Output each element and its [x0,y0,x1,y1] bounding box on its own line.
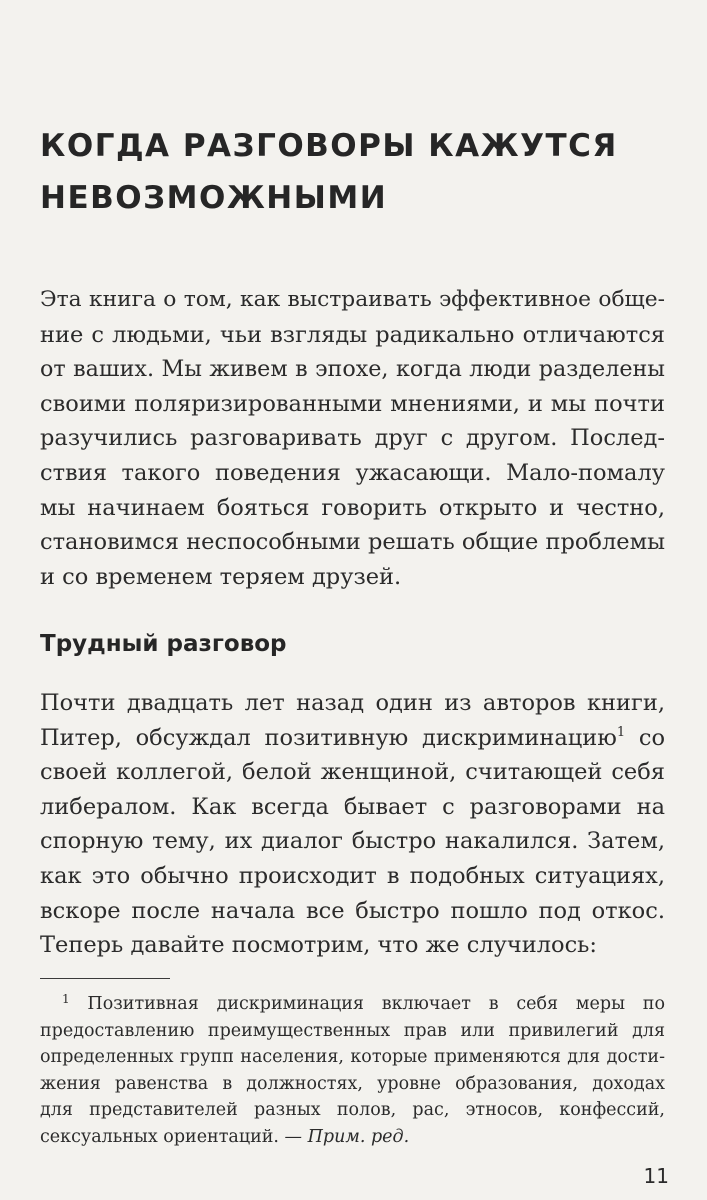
story-line [40,721,665,756]
story-line: Теперь давайте посмотрим, что же случилось: [40,932,598,959]
editor-note: — Прим. ред. [284,1126,410,1147]
footnote-line [40,1124,665,1151]
footnote-reference[interactable]: 1 [616,724,626,740]
story-line: своей коллегой, белой женщиной, считающей себя [40,759,665,786]
footnote-number: 1 [62,992,70,1006]
story-line: как это обычно происходит в подобных ситуациях, [40,862,665,889]
section-heading: Трудный разговор [40,631,287,657]
story-line: либералом. Как всегда бывает с разговорами на [40,793,665,820]
footnote-line [40,991,665,1018]
story-line: Почти двадцать лет назад один из авторов книги, [40,690,665,716]
footnote-line: предоставлению преимущественных прав или привилегий для [40,1020,665,1041]
footnote-line-text: Позитивная дискриминация включает в себя меры по [69,994,665,1014]
story-paragraph [40,686,665,963]
intro-line: ствия такого поведения ужасающи. Мало-помалу [40,459,665,486]
story-line-text: Питер, обсуждал позитивную дискриминацию [40,724,617,751]
footnote [40,991,665,1150]
intro-line: и со временем теряем друзей. [40,563,402,590]
intro-paragraph [40,283,665,594]
footnote-line: жения равенства в должностях, уровне образования, доходах [40,1073,665,1094]
footnote-line: для представителей разных полов, рас, этносов, конфессий, [40,1100,665,1120]
chapter-title-line: КОГДА РАЗГОВОРЫ КАЖУТСЯ [40,128,618,164]
intro-line: от ваших. Мы живем в эпохе, когда люди разделены [40,356,665,383]
story-line-text: со [625,724,665,751]
chapter-title [40,120,680,224]
page-number: 11 [643,1164,669,1188]
footnote-line-text: сексуальных ориентаций. [40,1126,285,1147]
footnote-line: определенных групп населения, которые применяются для дости- [40,1047,665,1067]
intro-line: мы начинаем бояться говорить открыто и честно, [40,494,665,521]
chapter-title-line: НЕВОЗМОЖНЫМИ [40,180,388,216]
intro-line: Эта книга о том, как выстраивать эффективное обще- [40,287,665,312]
intro-line: ние с людьми, чьи взгляды радикально отличаются [40,321,665,348]
story-line: вскоре после начала все быстро пошло под откос. [40,897,665,924]
footnote-divider [40,978,170,979]
intro-line: становимся неспособными решать общие проблемы [40,529,665,556]
story-line: спорную тему, их диалог быстро накалился. Затем, [40,828,665,855]
intro-line: разучились разговаривать друг с другом. Послед- [40,425,665,452]
intro-line: своими поляризированными мнениями, и мы почти [40,390,665,417]
